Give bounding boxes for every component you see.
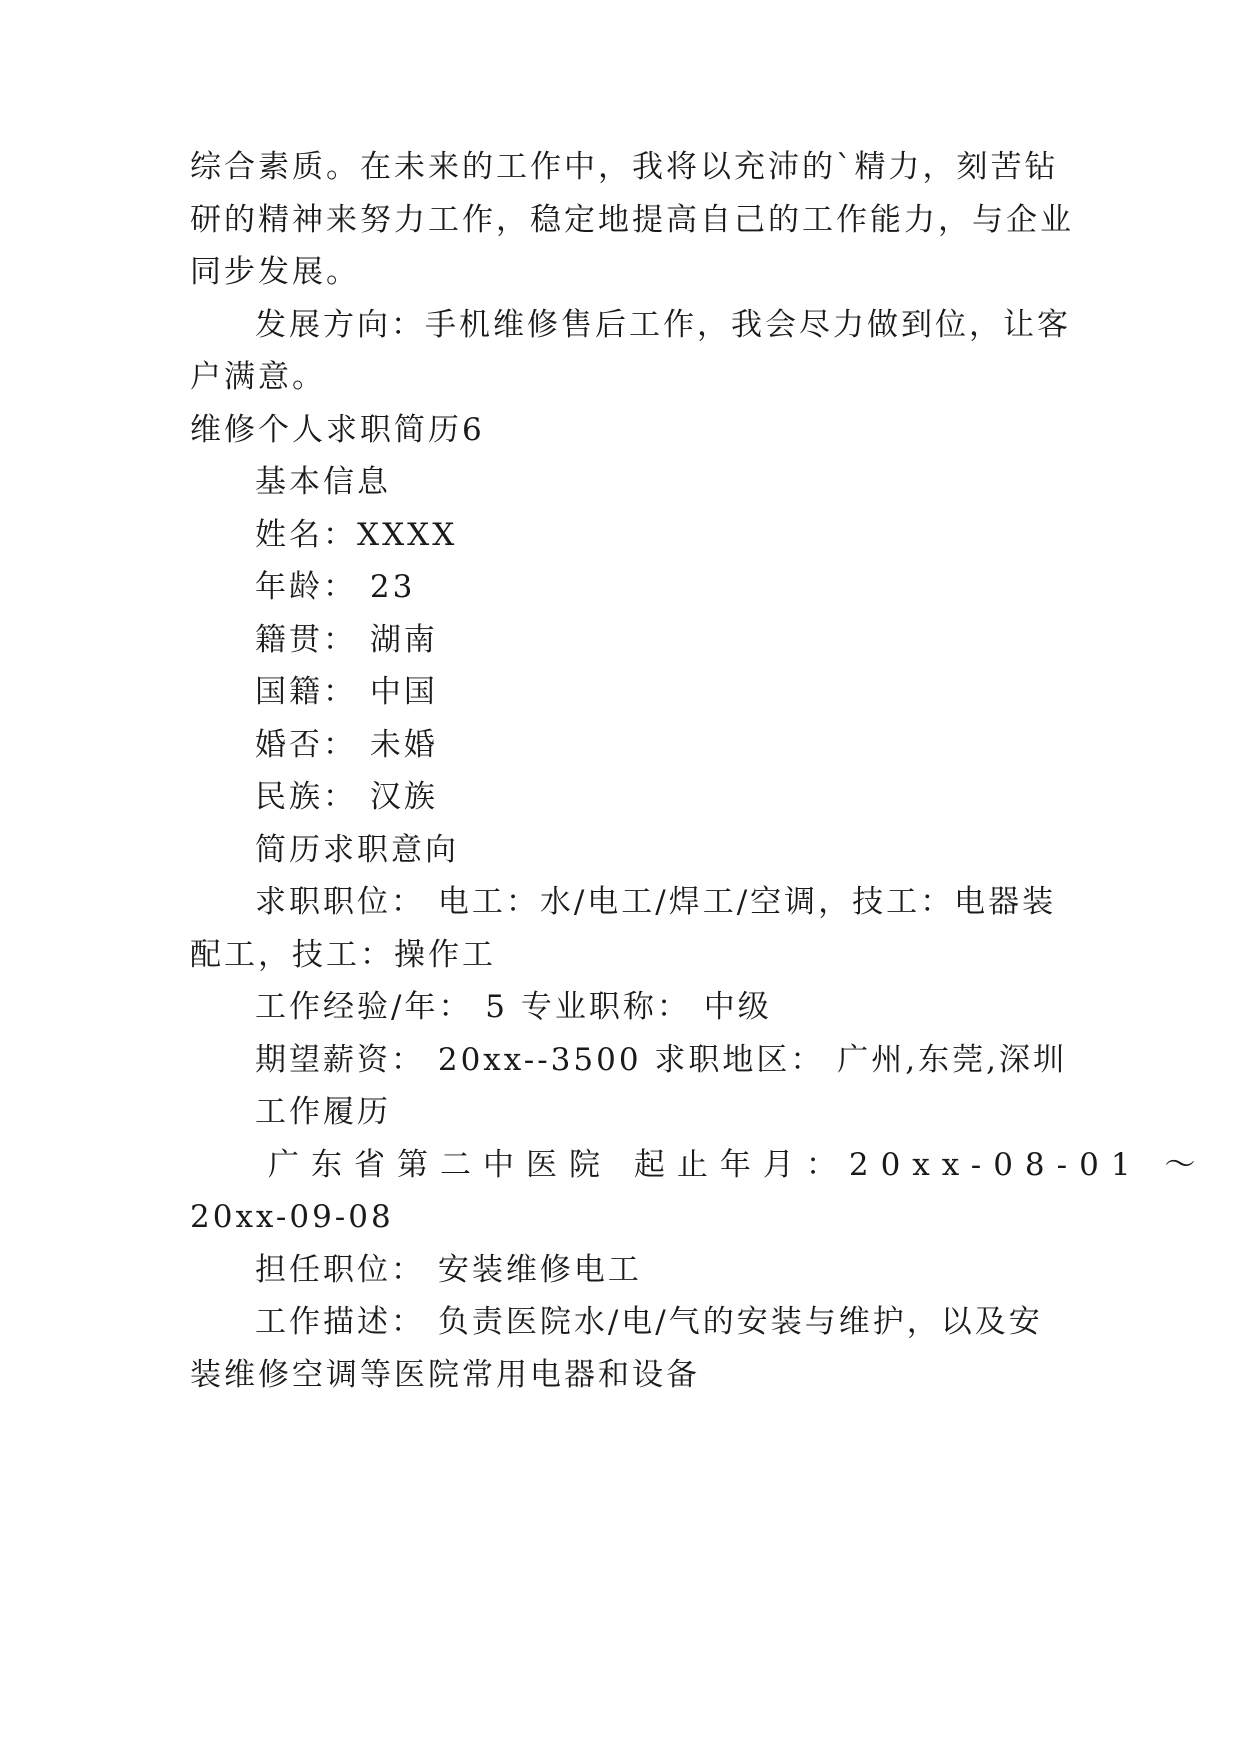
text-line: 担任职位： 安装维修电工: [255, 1252, 642, 1288]
text-line: 广东省第二中医院 起止年月：20xx-08-01 ～: [268, 1147, 1208, 1183]
text-line: 婚否： 未婚: [255, 727, 438, 763]
text-line: 20xx-09-08: [190, 1199, 394, 1235]
text-line: 年龄： 23: [255, 569, 416, 605]
text-line: 综合素质。在未来的工作中，我将以充沛的`精力，刻苦钻: [190, 149, 1059, 185]
text-line: 籍贯： 湖南: [255, 622, 438, 658]
text-line: 简历求职意向: [255, 832, 459, 868]
text-line: 户满意。: [190, 359, 326, 395]
text-line: 发展方向：手机维修售后工作，我会尽力做到位，让客: [255, 307, 1071, 343]
text-line: 工作履历: [255, 1094, 391, 1130]
text-line: 同步发展。: [190, 254, 360, 290]
section-heading: 维修个人求职简历6: [190, 412, 485, 448]
text-line: 国籍： 中国: [255, 674, 438, 710]
text-line: 期望薪资： 20xx--3500 求职地区： 广州,东莞,深圳: [255, 1042, 1067, 1078]
text-line: 基本信息: [255, 464, 391, 500]
text-line: 民族： 汉族: [255, 779, 438, 815]
text-line: 求职职位： 电工：水/电工/焊工/空调，技工：电器装: [255, 884, 1057, 920]
text-line: 工作经验/年： 5 专业职称： 中级: [255, 989, 772, 1025]
text-line: 工作描述： 负责医院水/电/气的安装与维护，以及安: [255, 1304, 1043, 1340]
text-line: 研的精神来努力工作，稳定地提高自己的工作能力，与企业: [190, 202, 1074, 238]
text-line: 姓名：XXXX: [255, 517, 458, 553]
text-line: 配工，技工：操作工: [190, 937, 496, 973]
text-line: 装维修空调等医院常用电器和设备: [190, 1357, 700, 1393]
